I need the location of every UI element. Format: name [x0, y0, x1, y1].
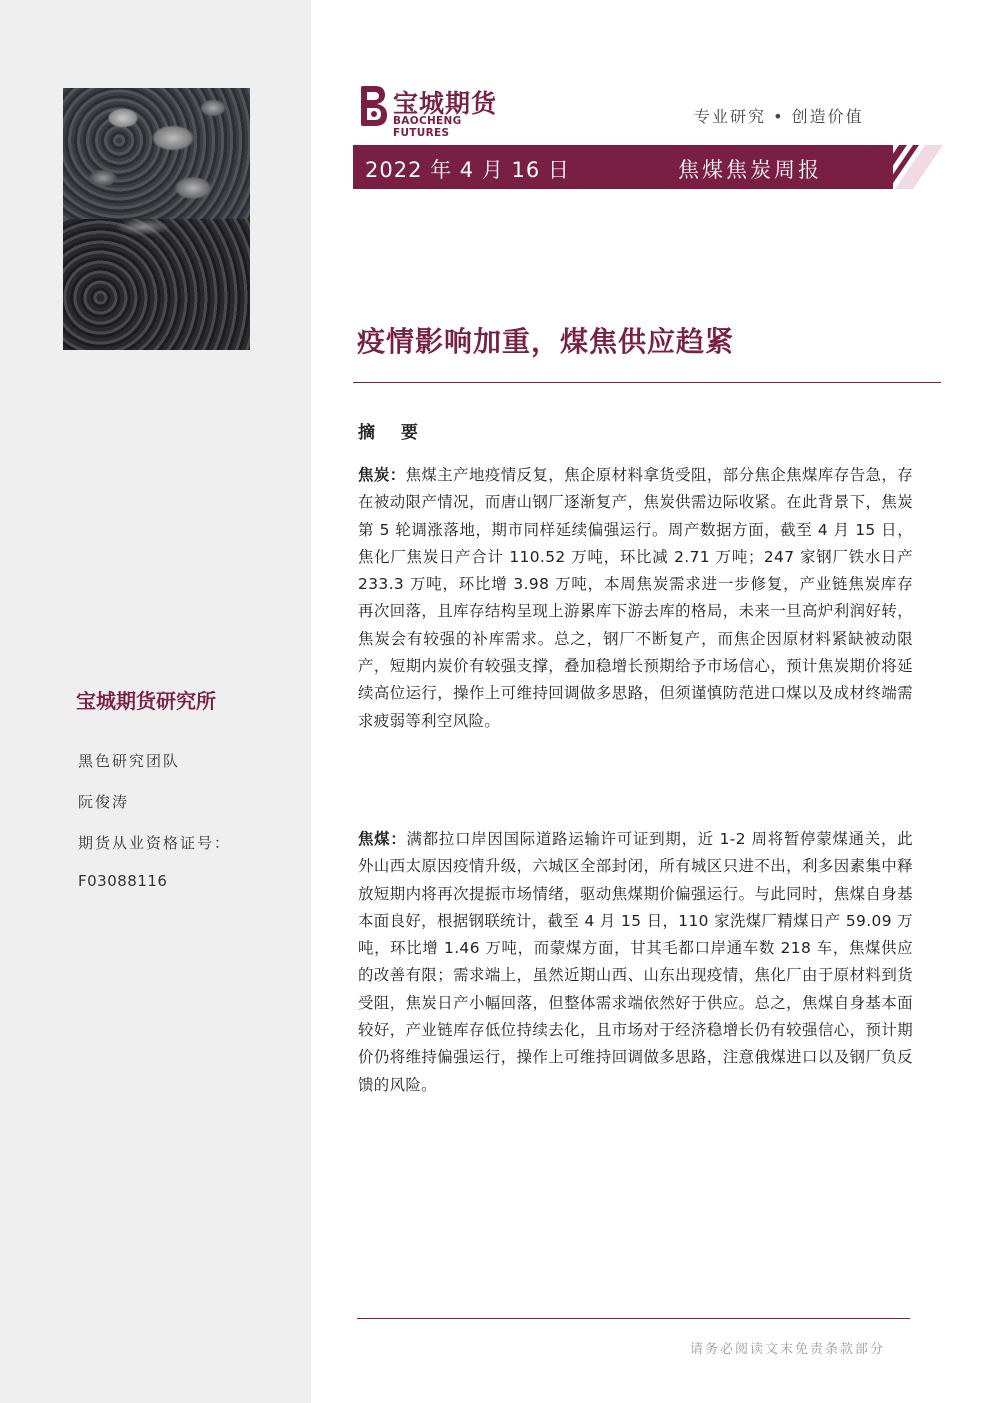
divider-top: [353, 382, 941, 383]
disclaimer-note: 请务必阅读文末免责条款部分: [690, 1342, 886, 1357]
coal-photo-bottom: [63, 219, 250, 350]
section-coking-coal: [358, 826, 913, 1099]
abstract-heading: 摘 要: [358, 423, 428, 443]
section-coke: [358, 462, 913, 735]
analyst-name: 阮俊涛: [78, 793, 130, 811]
banner-stripes-icon: [853, 145, 943, 189]
sidebar: [0, 0, 311, 1403]
logo-mark-icon: [355, 84, 389, 128]
report-date: 2022 年 4 月 16 日: [365, 158, 570, 182]
institute-name: 宝城期货研究所: [76, 689, 216, 713]
divider-bottom: [357, 1318, 910, 1319]
section-body: 满都拉口岸因国际道路运输许可证到期，近 1-2 周将暂停蒙煤通关，此外山西太原因疫情升级，六城区全部封闭，所有城区只进不出，利多因素集中释放短期内将再次提振市场情绪，驱动焦煤期价偏强运行。与此同时，焦煤自身基本面良好，根据钢联统计，截至 4 月 15 日，110 家洗煤厂精煤日产 59.09 万吨，环比增 1.46 万吨，而蒙煤方面，甘其毛都口岸通车数 218 车，焦煤供应的改善有限；需求端上，虽然近期山西、山东出现疫情，焦化厂由于原材料到货受阻，焦炭日产小幅回落，但整体需求端依然好于供应。总之，焦煤自身基本面较好，产业链库存低位持续去化，且市场对于经济稳增长仍有较强信心，预计期价仍将维持偏强运行，操作上可维持回调做多思路，注意俄煤进口以及钢厂负反馈的风险。: [358, 830, 914, 1094]
license-label: 期货从业资格证号：: [78, 834, 232, 852]
coal-photo-top: [63, 88, 250, 219]
page-title: 疫情影响加重，煤焦供应趋紧: [357, 325, 735, 358]
team-name: 黑色研究团队: [78, 752, 181, 770]
brand-name-cn: 宝城期货: [393, 89, 498, 118]
report-banner: [353, 145, 943, 189]
section-lead: 焦煤：: [358, 830, 407, 848]
report-type: 焦煤焦炭周报: [678, 158, 822, 182]
brand-name-en: BAOCHENG FUTURES: [393, 115, 462, 139]
slogan: 专业研究 • 创造价值: [694, 107, 864, 126]
section-body: 焦煤主产地疫情反复，焦企原材料拿货受阻，部分焦企焦煤库存告急，存在被动限产情况，而唐山钢厂逐渐复产，焦炭供需边际收紧。在此背景下，焦炭第 5 轮调涨落地，期市同样延续偏强运行。周产数据方面，截至 4 月 15 日，焦化厂焦炭日产合计 110.52 万吨，环比减 2.71 万吨；247 家钢厂铁水日产 233.3 万吨，环比增 3.98 万吨，本周焦炭需求进一步修复，产业链焦炭库存再次回落，且库存结构呈现上游累库下游去库的格局，未来一旦高炉利润好转，焦炭会有较强的补库需求。总之，钢厂不断复产，而焦企因原材料紧缺被动限产，短期内炭价有较强支撑，叠加稳增长预期给予市场信心，预计焦炭期价将延续高位运行，操作上可维持回调做多思路，但须谨慎防范进口煤以及成材终端需求疲弱等利空风险。: [358, 466, 913, 730]
brand-logo: [355, 82, 520, 139]
license-number: F03088116: [78, 872, 168, 890]
section-lead: 焦炭：: [358, 466, 406, 484]
